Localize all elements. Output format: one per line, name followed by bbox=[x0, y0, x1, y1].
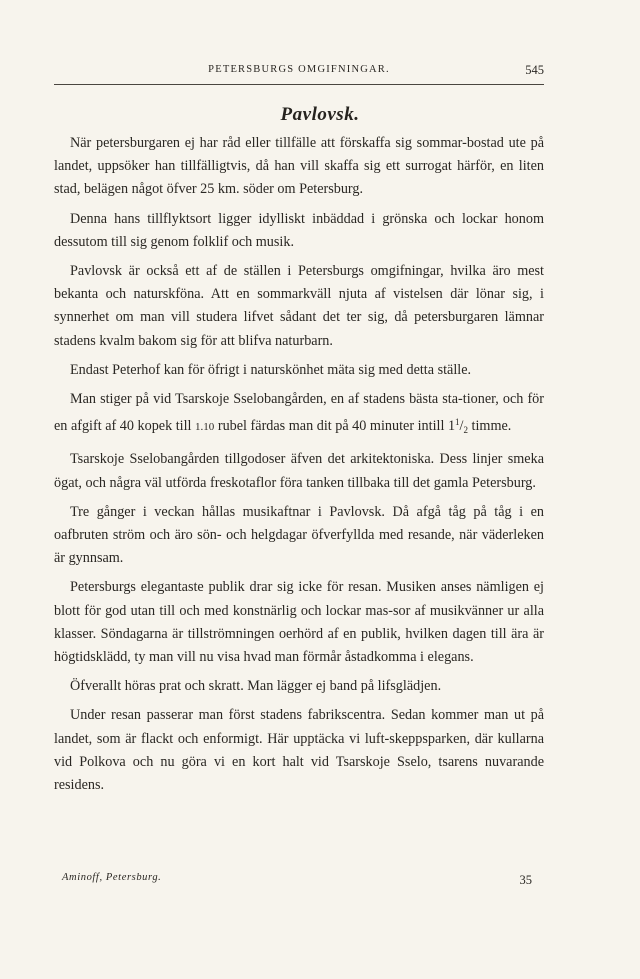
fraction-numerator: 1 bbox=[455, 417, 460, 428]
paragraph-4: Endast Peterhof kan för öfrigt i naturskönhet mäta sig med detta ställe. bbox=[70, 361, 472, 378]
fare-price: 1.10 bbox=[195, 421, 215, 434]
paragraph-1: När petersburgaren ej har råd eller tillfälle att förskaffa sig sommar-bostad ute på landet, uppsöker han tillfälligtvis, då han vill skaffa sig ett surrogat härför, en liten stad, belägen något öfver 25 km. söder om Petersburg. bbox=[54, 135, 544, 198]
fare-text-middle: rubel färdas man dit på 40 minuter intill bbox=[214, 418, 448, 435]
page-footer bbox=[54, 872, 544, 892]
fraction-denominator: 2 bbox=[463, 425, 468, 436]
body-text bbox=[54, 132, 544, 803]
running-title: PETERSBURGS OMGIFNINGAR. bbox=[208, 64, 390, 75]
printer-signature: Aminoff, Petersburg. bbox=[62, 872, 162, 883]
chapter-title: Pavlovsk. bbox=[280, 104, 360, 125]
fraction-slash: / bbox=[459, 418, 464, 435]
paragraph-6: Tsarskoje Sselobangården tillgodoser äfven det arkitektoniska. Dess linjer smeka ögat, och några väl utförda freskotaflor föra tanken tillbaka till det gamla Petersburg. bbox=[54, 451, 544, 491]
paragraph-9: Öfverallt höras prat och skratt. Man lägger ej band på lifsglädjen. bbox=[70, 678, 442, 695]
paragraph-2: Denna hans tillflyktsort ligger idylliskt inbäddad i grönska och lockar honom dessutom till sig genom folklif och musik. bbox=[54, 210, 544, 250]
running-head bbox=[54, 62, 544, 85]
paragraph-fare bbox=[54, 388, 544, 442]
fraction-whole: 1 bbox=[447, 418, 456, 435]
paragraph-8: Petersburgs elegantaste publik drar sig icke för resan. Musiken anses nämligen ej blott för god utan till och med konstnärlig och lockar mas-sor af musikvänner ur alla klasser. Söndagarna är tillströmningen oerhörd af en publik, hvilken dagen till ära är högtidsklädd, ty man vill nu visa hvad man förmår åstadkomma i elegans. bbox=[54, 579, 544, 666]
page-number: 545 bbox=[525, 63, 544, 77]
sheet-number: 35 bbox=[519, 873, 532, 887]
paragraph-3: Pavlovsk är också ett af de ställen i Petersburgs omgifningar, hvilka äro mest bekanta och naturskföna. Att en sommarkväll njuta af vistelsen där lönar sig, i synnerhet om man vill studera lifvet sådant det ter sig, då petersburgaren lämnar stadens kvalm bakom sig för att blifva naturbarn. bbox=[54, 263, 544, 349]
fare-text-start: Man stiger på vid Tsarskoje Sselobangården, en af stadens bästa sta-tioner, och för en afgift af 40 kopek till bbox=[54, 391, 544, 435]
fare-text-end: timme. bbox=[468, 418, 512, 435]
paragraph-7: Tre gånger i veckan hållas musikaftnar i Pavlovsk. Då afgå tåg på tåg i en oafbruten ström och äro sön- och helgdagar öfverfyllda med resande, när väderleken är gynnsam. bbox=[54, 503, 544, 567]
paragraph-10: Under resan passerar man först stadens fabrikscentra. Sedan kommer man ut på landet, som är flackt och enformigt. Här upptäcka vi luft-skeppsparken, där kullarna vid Polkova och nu göra vi en kort halt vid Tsarskoje Sselo, tsarens nuvarande residens. bbox=[54, 707, 544, 794]
